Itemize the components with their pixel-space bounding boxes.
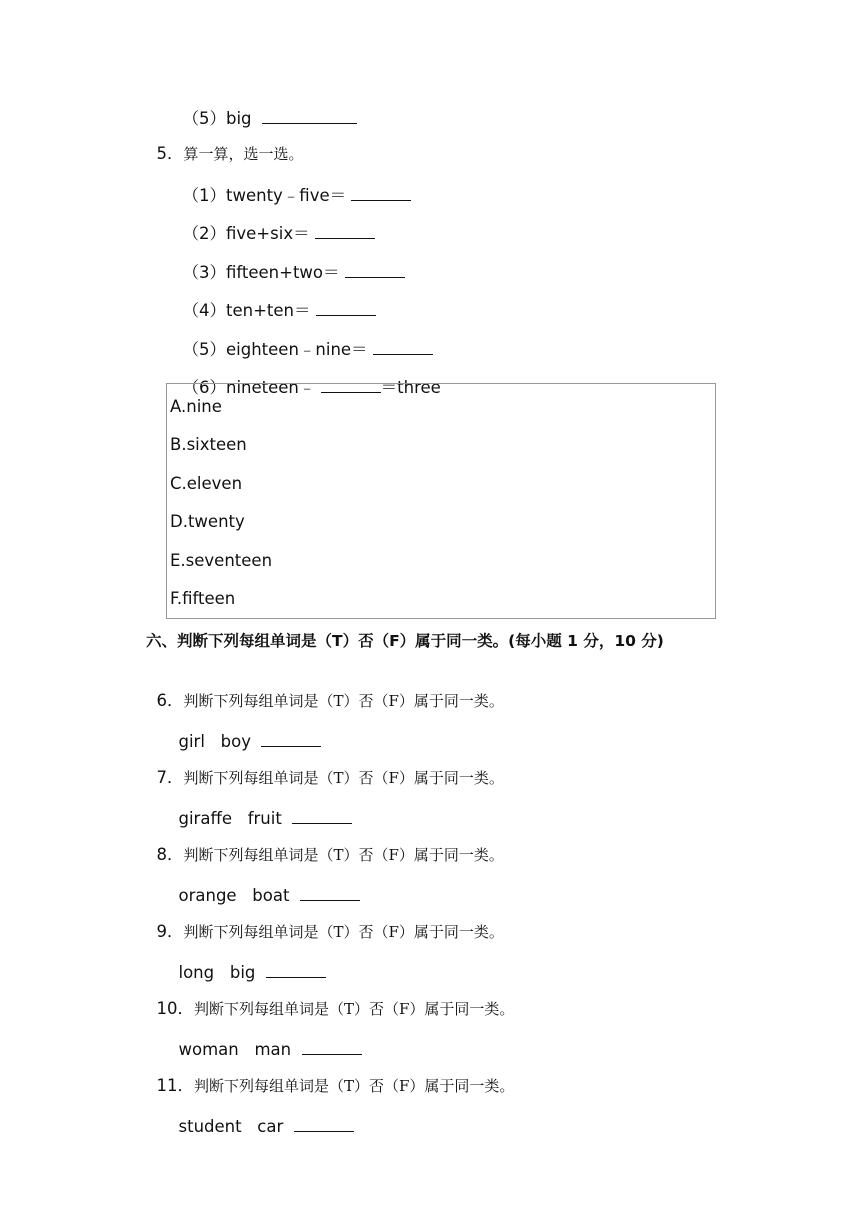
item-number: （5）	[182, 340, 226, 359]
question-prompt: 算一算，选一选。	[183, 145, 304, 163]
item-word: big	[226, 109, 257, 128]
question-prompt: 判断下列每组单词是（T）否（F）属于同一类。	[194, 1077, 515, 1095]
option-e: E.seventeen	[170, 551, 273, 570]
answer-blank[interactable]	[315, 222, 375, 239]
item-number: （4）	[182, 301, 226, 320]
question-number: 5．	[156, 144, 184, 163]
option-c: C.eleven	[170, 474, 243, 493]
word-pair: giraffe fruit	[178, 809, 293, 828]
question-number: 7．	[156, 768, 184, 787]
answer-blank[interactable]	[345, 261, 405, 278]
answer-blank[interactable]	[294, 1115, 354, 1132]
answer-blank[interactable]	[373, 338, 433, 355]
word-pair: orange boat	[178, 886, 300, 905]
options-box	[166, 383, 716, 619]
question-11-words	[168, 1093, 354, 1138]
word-pair: woman man	[178, 1040, 302, 1059]
item-expression: eighteen﹣nine＝	[226, 340, 373, 359]
question-10-title	[146, 976, 514, 1020]
question-number: 11．	[156, 1076, 194, 1095]
question-8-title	[146, 822, 504, 866]
item-number: （6）	[182, 378, 226, 397]
question-prompt: 判断下列每组单词是（T）否（F）属于同一类。	[183, 692, 504, 710]
question-7-title	[146, 745, 504, 789]
item-number: （1）	[182, 186, 226, 205]
option-a: A.nine	[170, 397, 222, 416]
item-expression: fifteen+two＝	[226, 263, 345, 282]
question-prompt: 判断下列每组单词是（T）否（F）属于同一类。	[183, 846, 504, 864]
question-number: 9．	[156, 922, 184, 941]
question-11-title	[146, 1053, 514, 1097]
answer-blank[interactable]	[316, 299, 376, 316]
item-number: （5）	[182, 109, 226, 128]
question-9-title	[146, 899, 504, 943]
option-f: F.fifteen	[170, 589, 236, 608]
question-number: 8．	[156, 845, 184, 864]
item-expression: ten+ten＝	[226, 301, 316, 320]
question-number: 6．	[156, 691, 184, 710]
item-expression: nineteen﹣	[226, 378, 321, 397]
question-number: 10．	[156, 999, 194, 1018]
section-heading: 六、判断下列每组单词是（T）否（F）属于同一类。(每小题 1 分，10 分)	[146, 632, 664, 650]
word-pair: girl boy	[178, 732, 262, 751]
item-expression: five+six＝	[226, 224, 315, 243]
word-pair: long big	[178, 963, 266, 982]
question-6-title	[146, 668, 504, 712]
question-5-title	[146, 121, 304, 165]
item-number: （2）	[182, 224, 226, 243]
answer-blank[interactable]	[351, 184, 411, 201]
question-prompt: 判断下列每组单词是（T）否（F）属于同一类。	[183, 923, 504, 941]
item-result: ＝three	[380, 378, 441, 397]
word-pair: student car	[178, 1117, 294, 1136]
question-prompt: 判断下列每组单词是（T）否（F）属于同一类。	[194, 1000, 515, 1018]
question-prompt: 判断下列每组单词是（T）否（F）属于同一类。	[183, 769, 504, 787]
option-b: B.sixteen	[170, 435, 247, 454]
option-d: D.twenty	[170, 512, 245, 531]
item-number: （3）	[182, 263, 226, 282]
item-expression: twenty﹣five＝	[226, 186, 352, 205]
